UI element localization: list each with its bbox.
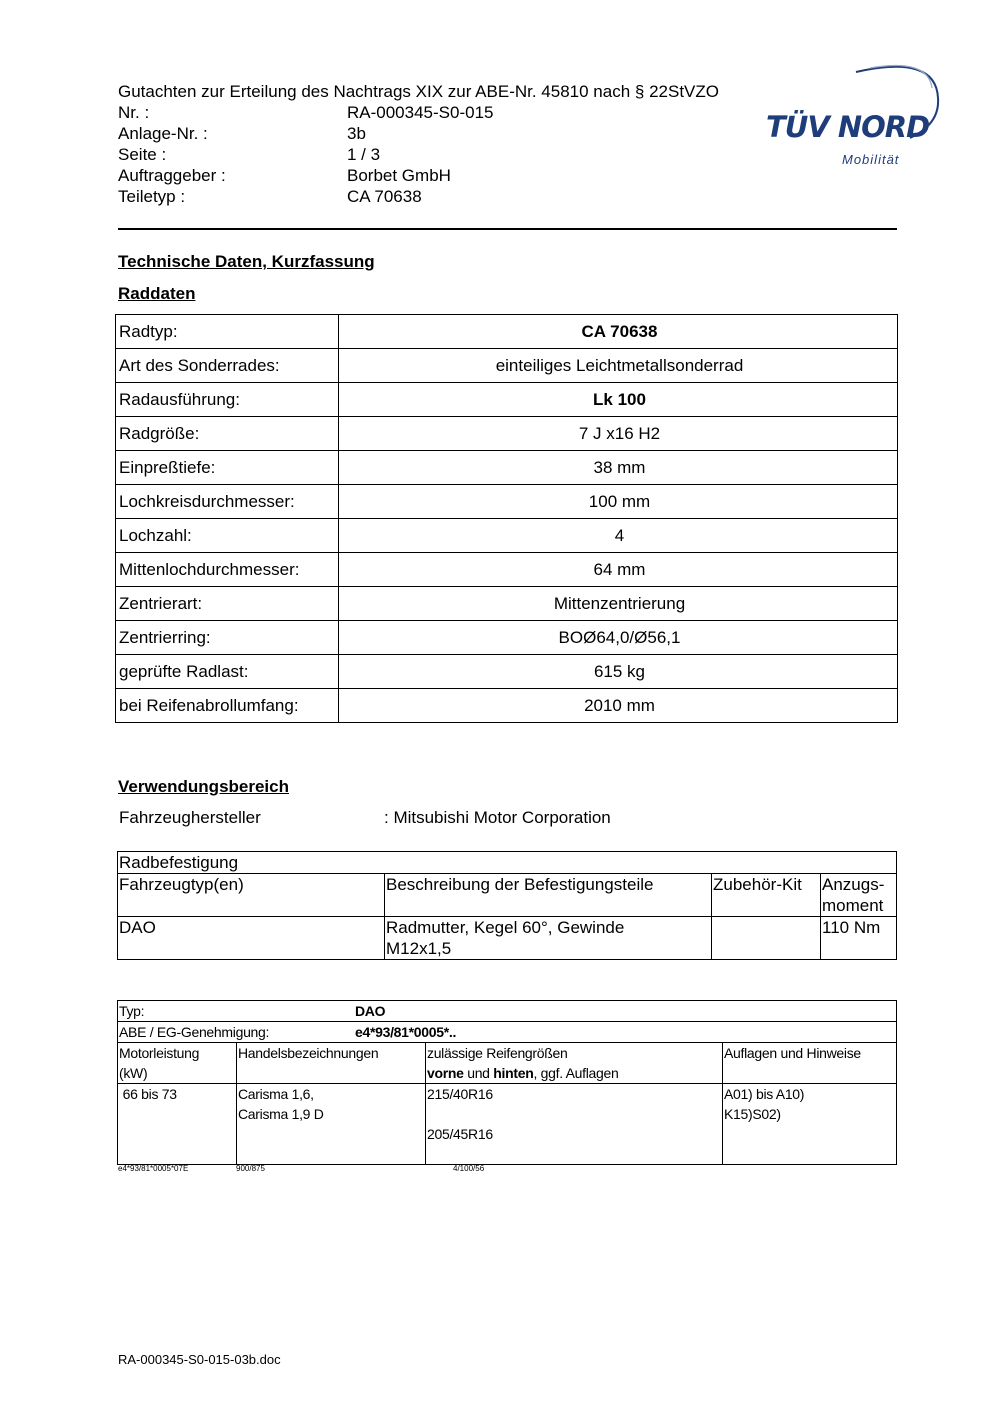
table-row <box>116 587 898 621</box>
table-cell: 66 bis 73 <box>118 1084 237 1165</box>
table-row <box>116 315 898 349</box>
table-row <box>116 655 898 689</box>
reifen-header-vorne: vorne <box>427 1065 464 1081</box>
table-row <box>116 519 898 553</box>
table-cell <box>712 917 821 960</box>
table-cell: 215/40R16 205/45R16 <box>426 1084 723 1165</box>
table-row <box>118 1022 897 1043</box>
header-label: Seite : <box>118 145 167 164</box>
header-label: Nr. : <box>118 103 150 122</box>
column-header: Anzugs- moment <box>821 874 897 917</box>
header-divider <box>118 228 897 230</box>
table-row <box>116 349 898 383</box>
rad-value: 2010 mm <box>339 689 898 723</box>
fahrzeughersteller-label: Fahrzeughersteller <box>119 808 261 827</box>
table-row <box>118 852 897 874</box>
reifen-header-hinten: hinten <box>493 1065 534 1081</box>
abe-value: e4*93/81*0005*.. <box>355 1024 457 1040</box>
header-row-nr <box>118 102 719 123</box>
header-value: RA-000345-S0-015 <box>347 103 494 122</box>
rad-value: 4 <box>339 519 898 553</box>
footnote: 4/100/56 <box>453 1164 485 1173</box>
table-row <box>118 917 897 960</box>
table-row <box>116 621 898 655</box>
fahrzeughersteller-line <box>119 808 611 828</box>
header-value: Borbet GmbH <box>347 166 451 185</box>
column-header: Motorleistung (kW) <box>118 1043 237 1084</box>
rad-label: Mittenlochdurchmesser: <box>116 553 339 587</box>
rad-label: Radgröße: <box>116 417 339 451</box>
rad-label: Zentrierart: <box>116 587 339 621</box>
column-header: Handelsbezeichnungen <box>237 1043 426 1084</box>
section-raddaten: Raddaten <box>118 284 196 303</box>
rad-value: 64 mm <box>339 553 898 587</box>
document-title: Gutachten zur Erteilung des Nachtrags XIX zur ABE-Nr. 45810 nach § 22StVZO <box>118 82 719 101</box>
table-row <box>116 553 898 587</box>
rad-label: Radtyp: <box>116 315 339 349</box>
rad-label: Lochkreisdurchmesser: <box>116 485 339 519</box>
table-row <box>116 485 898 519</box>
logo-brand: TÜV NORD <box>766 110 930 144</box>
typ-table <box>117 1000 897 1165</box>
footnote: e4*93/81*0005*07E <box>118 1164 189 1173</box>
column-header: Fahrzeugtyp(en) <box>118 874 385 917</box>
header-row-auftraggeber <box>118 165 719 186</box>
logo-subtitle: Mobilität <box>842 152 900 167</box>
rad-label: Radausführung: <box>116 383 339 417</box>
header-value: 1 / 3 <box>347 145 381 164</box>
table-row <box>116 689 898 723</box>
header-label: Teiletyp : <box>118 187 186 206</box>
fahrzeughersteller-value: : Mitsubishi Motor Corporation <box>384 808 611 827</box>
rad-label: bei Reifenabrollumfang: <box>116 689 339 723</box>
header-row-seite <box>118 144 719 165</box>
table-cell: 110 Nm <box>821 917 897 960</box>
column-header: Beschreibung der Befestigungsteile <box>385 874 712 917</box>
typ-row <box>118 1001 897 1022</box>
raddaten-table <box>115 314 898 723</box>
rad-value: 100 mm <box>339 485 898 519</box>
footnote: 900/875 <box>236 1164 265 1173</box>
table-cell: A01) bis A10) K15)S02) <box>723 1084 897 1165</box>
column-header: Auflagen und Hinweise <box>723 1043 897 1084</box>
column-header-reifen <box>426 1043 723 1084</box>
typ-label: Typ: <box>119 1003 145 1019</box>
rad-label: Lochzahl: <box>116 519 339 553</box>
header-label: Auftraggeber : <box>118 166 226 185</box>
header-label: Anlage-Nr. : <box>118 124 208 143</box>
reifen-header-rest: , ggf. Auflagen <box>533 1065 619 1081</box>
table-cell: Carisma 1,6, Carisma 1,9 D <box>237 1084 426 1165</box>
footer-filename: RA-000345-S0-015-03b.doc <box>118 1352 281 1367</box>
section-technische-daten: Technische Daten, Kurzfassung <box>118 252 375 271</box>
rad-label: Zentrierring: <box>116 621 339 655</box>
tuv-nord-logo <box>760 58 945 173</box>
radbefestigung-title: Radbefestigung <box>118 852 897 874</box>
rad-value: CA 70638 <box>339 315 898 349</box>
rad-label: geprüfte Radlast: <box>116 655 339 689</box>
table-row <box>116 451 898 485</box>
reifen-header-line1: zulässige Reifengrößen <box>427 1045 568 1061</box>
typ-value: DAO <box>355 1003 386 1019</box>
document-header <box>118 81 719 207</box>
rad-value: 7 J x16 H2 <box>339 417 898 451</box>
radbefestigung-table <box>117 851 897 960</box>
rad-value: BOØ64,0/Ø56,1 <box>339 621 898 655</box>
header-value: CA 70638 <box>347 187 422 206</box>
table-cell: DAO <box>118 917 385 960</box>
rad-value: 615 kg <box>339 655 898 689</box>
reifen-header-und: und <box>463 1065 494 1081</box>
table-row <box>118 1084 897 1165</box>
section-verwendungsbereich: Verwendungsbereich <box>118 777 289 796</box>
header-row-teiletyp <box>118 186 719 207</box>
table-row <box>116 417 898 451</box>
abe-label: ABE / EG-Genehmigung: <box>119 1024 270 1040</box>
rad-value: einteiliges Leichtmetallsonderrad <box>339 349 898 383</box>
column-header: Zubehör-Kit <box>712 874 821 917</box>
rad-value: Lk 100 <box>339 383 898 417</box>
abe-row <box>118 1022 897 1043</box>
rad-label: Einpreßtiefe: <box>116 451 339 485</box>
rad-value: 38 mm <box>339 451 898 485</box>
header-value: 3b <box>347 124 366 143</box>
table-row <box>118 1001 897 1022</box>
table-row <box>116 383 898 417</box>
rad-label: Art des Sonderrades: <box>116 349 339 383</box>
table-header-row <box>118 874 897 917</box>
rad-value: Mittenzentrierung <box>339 587 898 621</box>
header-row-anlage <box>118 123 719 144</box>
table-header-row <box>118 1043 897 1084</box>
table-cell: Radmutter, Kegel 60°, Gewinde M12x1,5 <box>385 917 712 960</box>
